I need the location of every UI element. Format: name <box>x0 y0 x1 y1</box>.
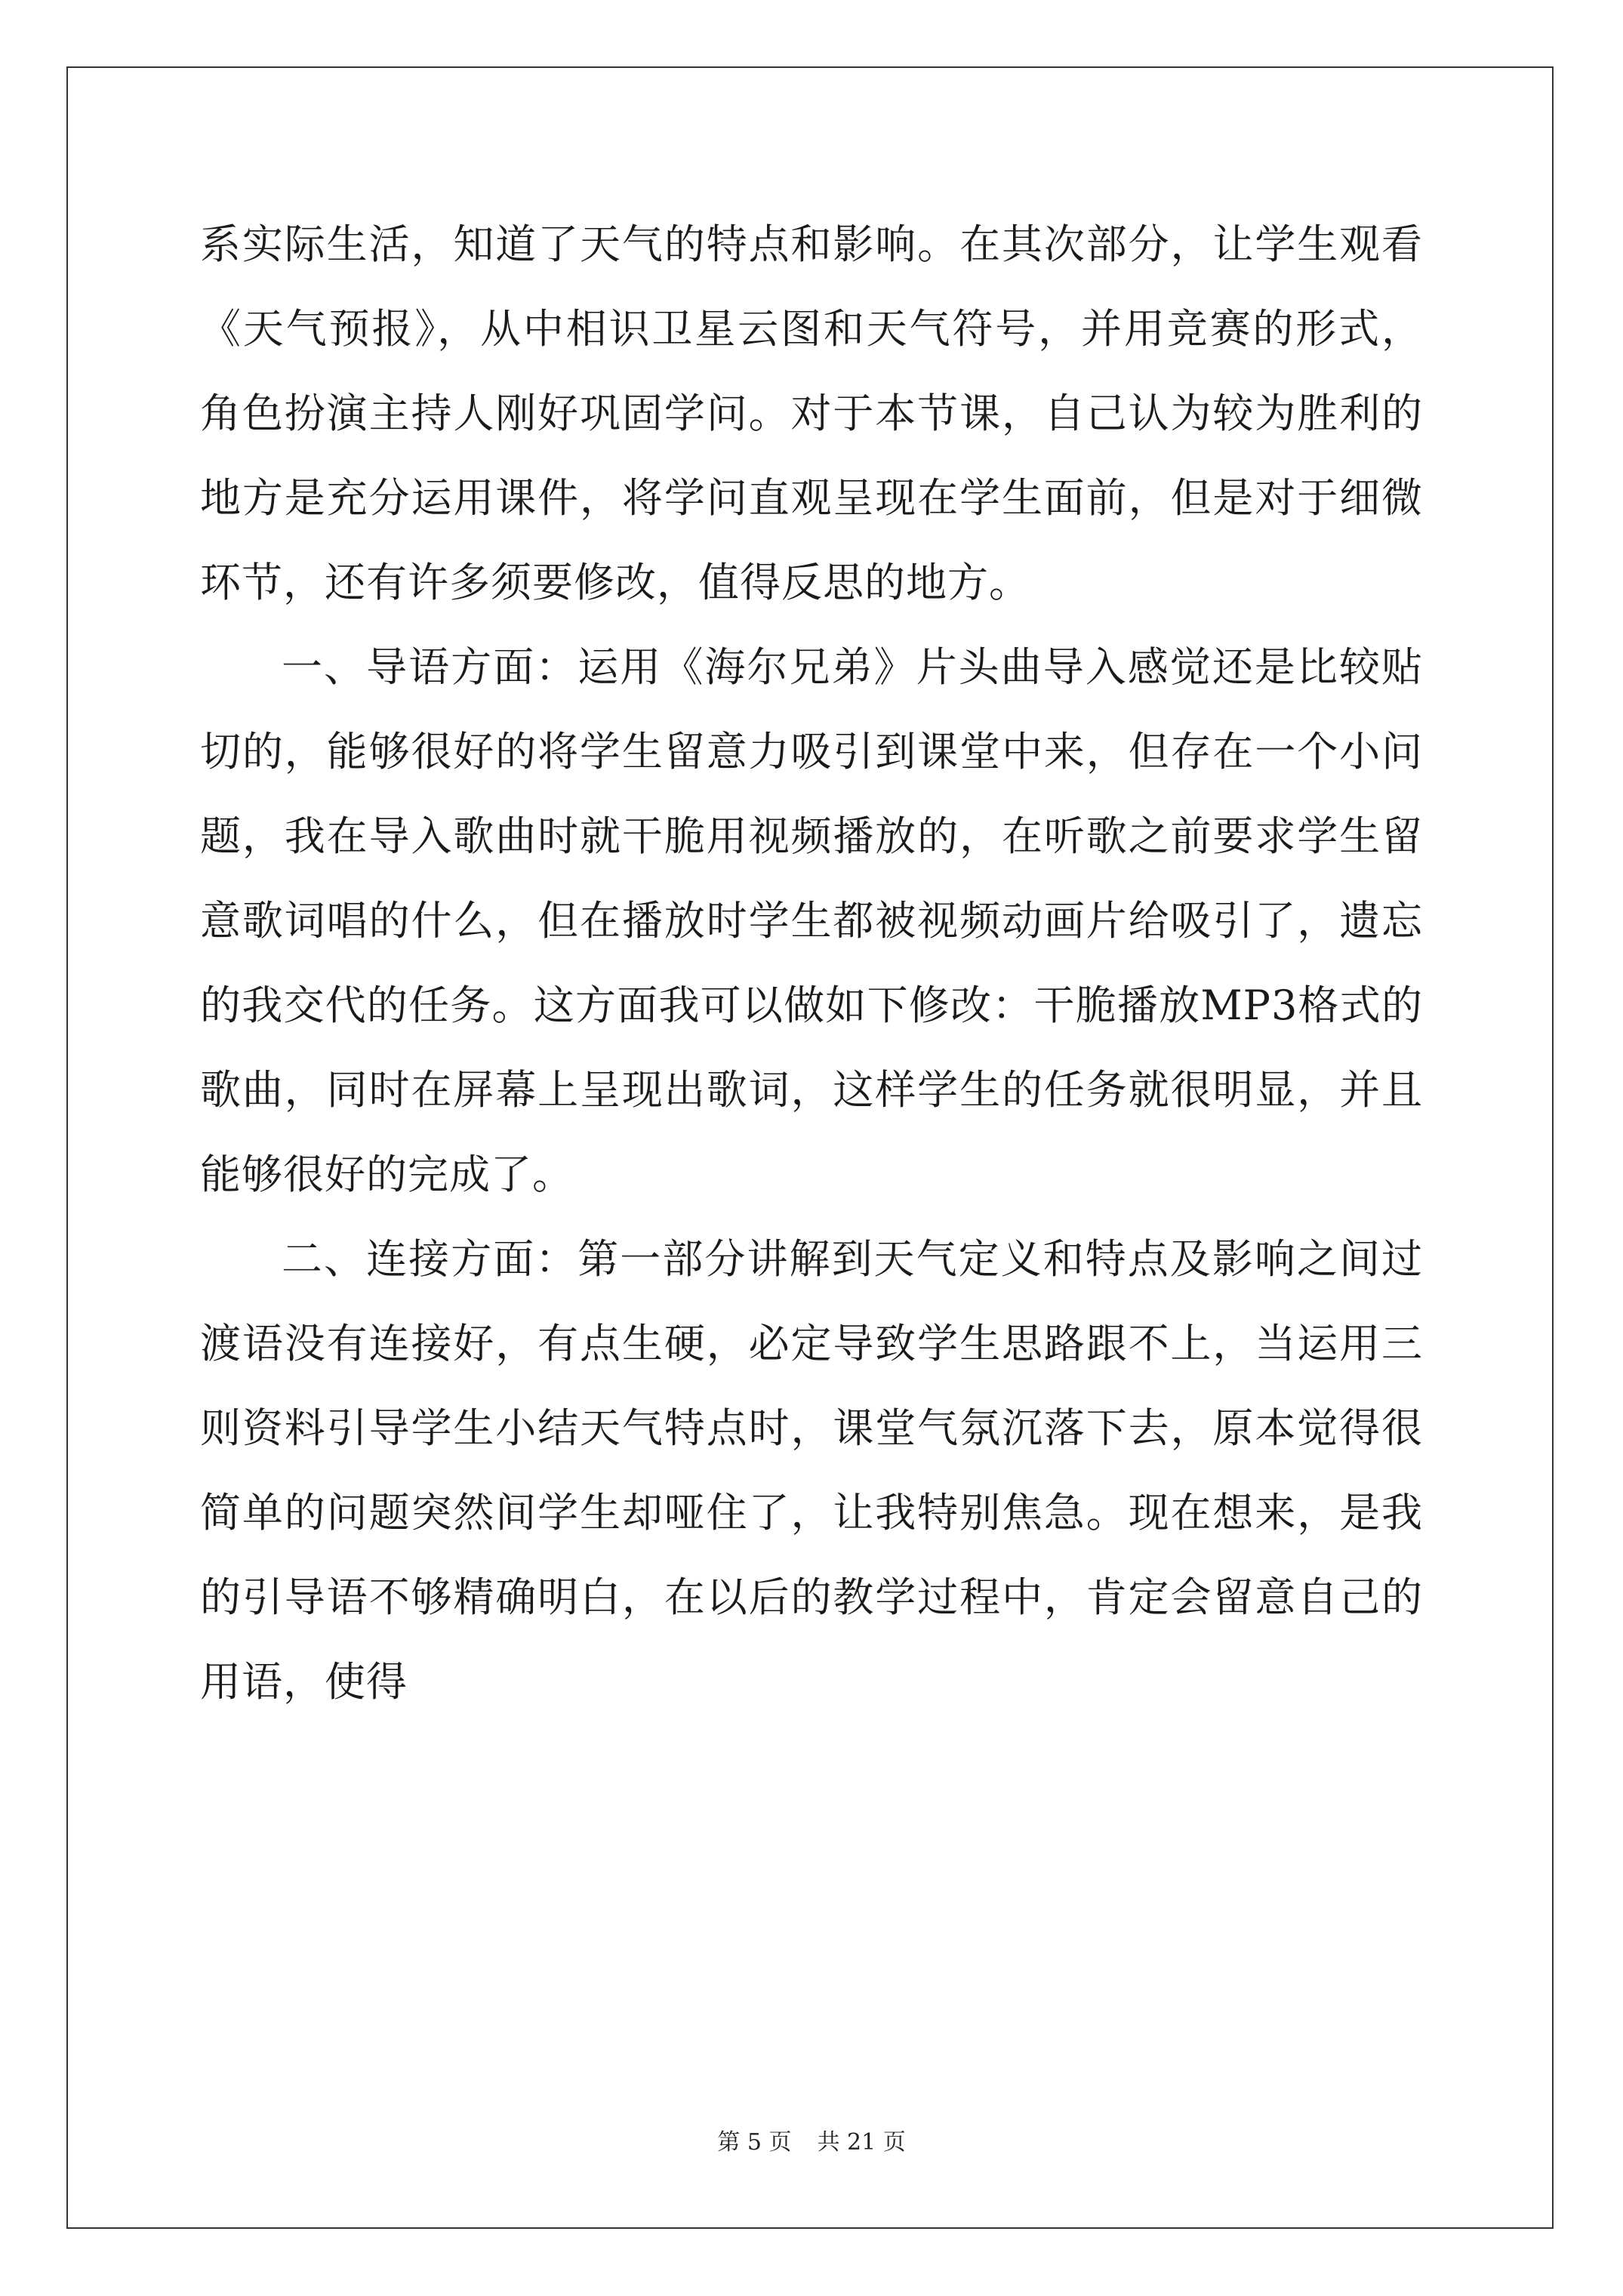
page-footer <box>0 2128 1623 2158</box>
page-total: 共 21 页 <box>817 2129 906 2156</box>
document-body <box>200 202 1423 1724</box>
paragraph-transition-section: 二、连接方面：第一部分讲解到天气定义和特点及影响之间过渡语没有连接好，有点生硬，必定导致学生思路跟不上，当运用三则资料引导学生小结天气特点时，课堂气氛沉落下去，原本觉得很简单的问题突然间学生却哑住了，让我特别焦急。现在想来，是我的引导语不够精确明白，在以后的教学过程中，肯定会留意自己的用语，使得 <box>200 1235 1423 1706</box>
paragraph-continuation: 系实际生活，知道了天气的特点和影响。在其次部分，让学生观看《天气预报》，从中相识卫星云图和天气符号，并用竞赛的形式，角色扮演主持人刚好巩固学问。对于本节课，自己认为较为胜利的地方是充分运用课件，将学问直观呈现在学生面前，但是对于细微环节，还有许多须要修改，值得反思的地方。 <box>200 220 1423 606</box>
page-number: 第 5 页 <box>717 2129 792 2156</box>
paragraph-intro-section: 一、导语方面：运用《海尔兄弟》片头曲导入感觉还是比较贴切的，能够很好的将学生留意力吸引到课堂中来，但存在一个小问题，我在导入歌曲时就干脆用视频播放的，在听歌之前要求学生留意歌词唱的什么，但在播放时学生都被视频动画片给吸引了，遗忘的我交代的任务。这方面我可以做如下修改：干脆播放MP3格式的歌曲，同时在屏幕上呈现出歌词，这样学生的任务就很明显，并且能够很好的完成了。 <box>200 643 1423 1198</box>
